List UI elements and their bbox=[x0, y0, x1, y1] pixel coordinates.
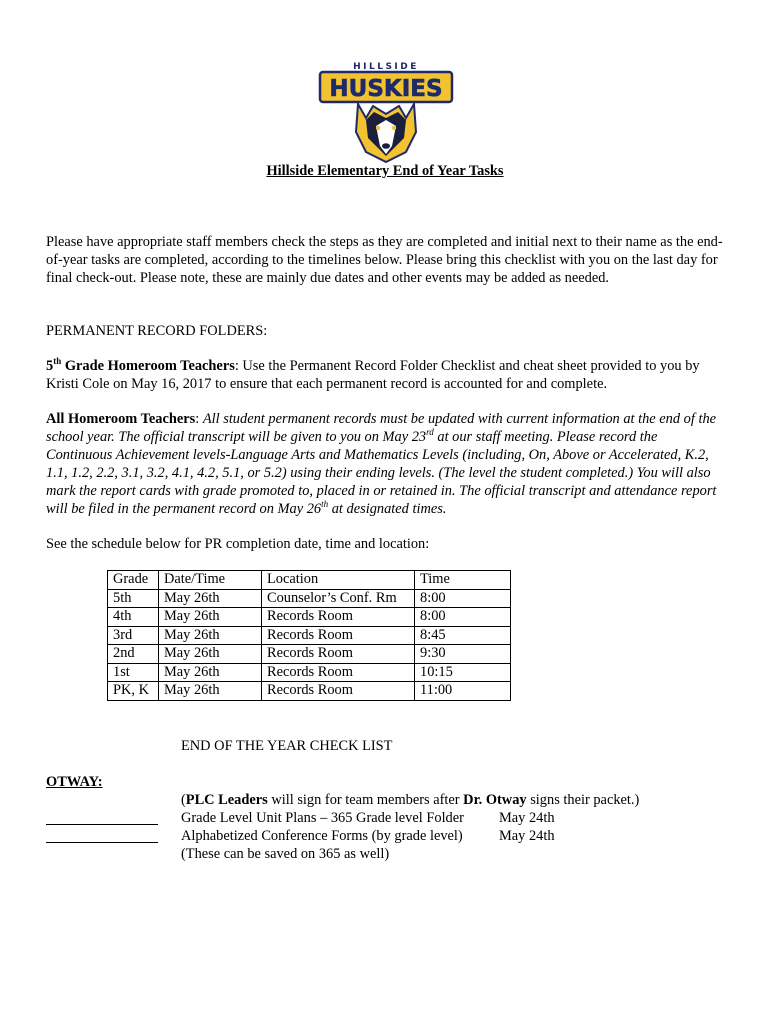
table-cell: Records Room bbox=[262, 645, 415, 664]
table-cell: 10:15 bbox=[415, 663, 511, 682]
table-cell: Records Room bbox=[262, 663, 415, 682]
table-cell: 2nd bbox=[108, 645, 159, 664]
table-cell: May 26th bbox=[159, 589, 262, 608]
table-cell: 4th bbox=[108, 608, 159, 627]
table-header-row bbox=[108, 571, 511, 590]
fifth-grade-label: 5th Grade Homeroom Teachers bbox=[46, 356, 235, 374]
hillside-huskies-logo bbox=[318, 60, 454, 164]
table-cell: May 26th bbox=[159, 682, 262, 701]
checklist-due-date: May 24th bbox=[499, 828, 555, 844]
initial-line[interactable] bbox=[46, 812, 158, 825]
schedule-table bbox=[107, 570, 511, 701]
table-cell: Records Room bbox=[262, 608, 415, 627]
table-cell: PK, K bbox=[108, 682, 159, 701]
table-cell: May 26th bbox=[159, 608, 262, 627]
checklist-task: Alphabetized Conference Forms (by grade level) bbox=[181, 828, 463, 844]
table-cell: 8:00 bbox=[415, 608, 511, 627]
column-header: Date/Time bbox=[159, 571, 262, 590]
table-cell: 3rd bbox=[108, 626, 159, 645]
page-title: Hillside Elementary End of Year Tasks bbox=[266, 163, 504, 179]
column-header: Grade bbox=[108, 571, 159, 590]
table-cell: May 26th bbox=[159, 663, 262, 682]
table-cell: 9:30 bbox=[415, 645, 511, 664]
column-header: Time bbox=[415, 571, 511, 590]
checklist-task: Grade Level Unit Plans – 365 Grade level Folder bbox=[181, 810, 464, 826]
table-cell: Records Room bbox=[262, 682, 415, 701]
table-row bbox=[108, 645, 511, 664]
table-cell: 5th bbox=[108, 589, 159, 608]
table-cell: 1st bbox=[108, 663, 159, 682]
table-row bbox=[108, 608, 511, 627]
all-homeroom-instructions: All student permanent records must be updated with current information at the end of the school year. The official transcript will be given to you on May 23rd at our staff meeting. Please record the Continuous Achievement levels-Language Arts and Mathematics Levels (including, On, Above or Accelerated, K.2, 1.1, 1.2, 2.2, 3.1, 3.2, 4.1, 4.2, 5.1, or 5.2) using their ending levels. (The level the student completed.) You will also mark the report cards with grade promoted to, placed in or retained in. The official transcript and attendance report will be filed in the permanent record on May 26th at designated times. bbox=[46, 411, 717, 517]
table-row bbox=[108, 626, 511, 645]
logo-top-text: HILLSIDE bbox=[353, 62, 419, 72]
table-cell: 8:00 bbox=[415, 589, 511, 608]
plc-note: (PLC Leaders will sign for team members after Dr. Otway signs their packet.) bbox=[181, 792, 640, 808]
logo-main-text: HUSKIES bbox=[329, 76, 443, 102]
checklist-due-date: May 24th bbox=[499, 810, 555, 826]
table-row bbox=[108, 663, 511, 682]
section-heading: PERMANENT RECORD FOLDERS: bbox=[46, 323, 268, 339]
table-row bbox=[108, 589, 511, 608]
fifth-grade-paragraph: 5th Grade Homeroom Teachers: Use the Permanent Record Folder Checklist and cheat sheet provided to you by Kristi Cole on May 16, 2017 to ensure that each permanent record is accounted for and complete. bbox=[46, 356, 700, 392]
table-cell: Counselor’s Conf. Rm bbox=[262, 589, 415, 608]
all-homeroom-paragraph: All Homeroom Teachers: All student permanent records must be updated with current information at the end of the school year. The official transcript will be given to you on May 23rd at our staff meeting. Please record the Continuous Achievement levels-Language Arts and Mathematics Levels (including, On, Above or Accelerated, K.2, 1.1, 1.2, 2.2, 3.1, 3.2, 4.1, 4.2, 5.1, or 5.2) using their ending levels. (The level the student completed.) You will also mark the report cards with grade promoted to, placed in or retained in. The official transcript and attendance report will be filed in the permanent record on May 26th at designated times. bbox=[46, 411, 717, 517]
checklist-heading: END OF THE YEAR CHECK LIST bbox=[181, 738, 393, 754]
otway-heading: OTWAY: bbox=[46, 774, 103, 790]
all-homeroom-label: All Homeroom Teachers bbox=[46, 411, 196, 427]
initial-line[interactable] bbox=[46, 830, 158, 843]
table-cell: 11:00 bbox=[415, 682, 511, 701]
table-cell: Records Room bbox=[262, 626, 415, 645]
table-cell: May 26th bbox=[159, 645, 262, 664]
intro-paragraph: Please have appropriate staff members check the steps as they are completed and initial next to their name as the end-of-year tasks are completed, according to the timelines below. Please bring this checklist with you on the last day for final check-out. Please note, these are mainly due dates and other events may be added as needed. bbox=[46, 234, 723, 286]
column-header: Location bbox=[262, 571, 415, 590]
table-row bbox=[108, 682, 511, 701]
checklist-footnote: (These can be saved on 365 as well) bbox=[181, 846, 390, 862]
schedule-intro: See the schedule below for PR completion date, time and location: bbox=[46, 536, 430, 552]
table-cell: 8:45 bbox=[415, 626, 511, 645]
table-cell: May 26th bbox=[159, 626, 262, 645]
